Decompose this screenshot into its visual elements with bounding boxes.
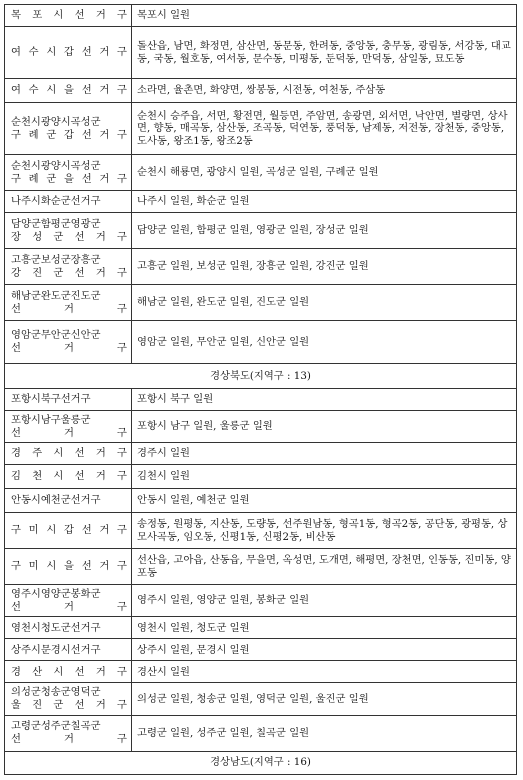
district-name-cell [5, 549, 132, 585]
district-area: 고흥군 일원, 보성군 일원, 장흥군 일원, 강진군 일원 [137, 260, 369, 273]
district-name-cell [5, 213, 132, 249]
district-area-cell [132, 79, 517, 103]
district-name: 안동시예천군선거구 [11, 494, 101, 507]
district-area-cell [132, 155, 517, 191]
district-area-cell [132, 715, 517, 751]
district-name: 선 거 구 [11, 733, 127, 746]
district-name-cell [5, 617, 132, 639]
district-name: 순천시광양시곡성군 [11, 159, 101, 172]
district-name-cell [5, 321, 132, 364]
table-row [5, 285, 517, 321]
district-name: 구 례 군 을 선 거 구 [11, 172, 127, 185]
district-name-cell [5, 103, 132, 155]
table-row [5, 389, 517, 411]
district-name: 선 거 구 [11, 302, 127, 315]
district-name: 해남군완도군진도군 [11, 289, 101, 302]
district-area: 영암군 일원, 무안군 일원, 신안군 일원 [137, 335, 310, 348]
district-name: 상주시문경시선거구 [11, 643, 101, 656]
district-name-cell [5, 639, 132, 661]
table-row [5, 411, 517, 443]
district-name: 울 진 군 선 거 구 [11, 698, 127, 711]
district-area-cell [132, 489, 517, 513]
district-name: 여 수 시 을 선 거 구 [11, 84, 127, 97]
district-area-cell [132, 411, 517, 443]
table-row [5, 249, 517, 285]
table-row [5, 321, 517, 364]
district-name: 경 산 시 선 거 구 [11, 665, 127, 678]
district-area-cell [132, 465, 517, 489]
district-name: 선 거 구 [11, 342, 127, 354]
district-area-cell [132, 585, 517, 617]
table-row [5, 79, 517, 103]
district-area: 경산시 일원 [137, 665, 191, 678]
table-row [5, 715, 517, 751]
section-header-row [5, 751, 517, 774]
table-row [5, 617, 517, 639]
table-row [5, 155, 517, 191]
district-area-cell [132, 639, 517, 661]
section-header-row [5, 364, 517, 389]
district-area: 선산읍, 고아읍, 산동읍, 무을면, 옥성면, 도개면, 해평면, 장천면, 인동동, 진미동, 양포동 [137, 554, 511, 579]
district-area-cell [132, 617, 517, 639]
district-area: 순천시 해룡면, 광양시 일원, 곡성군 일원, 구례군 일원 [137, 166, 379, 179]
district-name: 장 성 군 선 거 구 [11, 230, 127, 243]
district-area-cell [132, 389, 517, 411]
district-name-cell [5, 443, 132, 465]
district-area: 목포시 일원 [137, 9, 191, 22]
table-row [5, 103, 517, 155]
table-row [5, 639, 517, 661]
district-area-cell [132, 27, 517, 79]
district-name: 영주시영양군봉화군 [11, 588, 101, 601]
table-row [5, 213, 517, 249]
district-name: 선 거 구 [11, 426, 127, 439]
district-name: 고령군성주군칠곡군 [11, 720, 101, 733]
district-name-cell [5, 661, 132, 683]
district-area: 고령군 일원, 성주군 일원, 칠곡군 일원 [137, 726, 310, 739]
district-area: 안동시 일원, 예천군 일원 [137, 494, 250, 507]
district-area: 송정동, 원평동, 지산동, 도량동, 선주원남동, 형곡1동, 형곡2동, 공단동, 광평동, 상모사곡동, 임오동, 신평1동, 신평2동, 비산동 [137, 518, 508, 543]
district-name-cell [5, 389, 132, 411]
district-name: 영암군무안군신안군 [11, 329, 101, 342]
district-name: 구 례 군 갑 선 거 구 [11, 128, 127, 141]
table-row [5, 585, 517, 617]
district-area-cell [132, 191, 517, 213]
table-row [5, 513, 517, 549]
district-area-cell [132, 249, 517, 285]
district-name: 여 수 시 갑 선 거 구 [11, 46, 127, 59]
table-row [5, 5, 517, 27]
district-name: 고흥군보성군장흥군 [11, 253, 101, 266]
district-area-cell [132, 213, 517, 249]
district-name: 구 미 시 을 선 거 구 [11, 560, 127, 573]
district-name-cell [5, 249, 132, 285]
district-name: 영천시청도군선거구 [11, 621, 101, 634]
district-name: 포항시남구울릉군 [11, 414, 91, 426]
district-name: 구 미 시 갑 선 거 구 [11, 524, 127, 537]
section-header: 경상남도(지역구 : 16) [5, 751, 517, 774]
district-name-cell [5, 715, 132, 751]
district-area-cell [132, 285, 517, 321]
district-area-cell [132, 5, 517, 27]
district-name: 담양군함평군영광군 [11, 217, 101, 230]
district-name: 순천시광양시곡성군 [11, 115, 101, 128]
district-name-cell [5, 27, 132, 79]
district-name-cell [5, 411, 132, 443]
district-area: 해남군 일원, 완도군 일원, 진도군 일원 [137, 296, 310, 309]
district-name-cell [5, 79, 132, 103]
district-area: 순천시 승주읍, 서면, 황전면, 월등면, 주암면, 송광면, 외서면, 낙안면, 별량면, 상사면, 향동, 매곡동, 삼산동, 조곡동, 덕연동, 풍덕동, 남제동, 저전동, 장천동, 중앙동, 도사동, 왕조1동, 왕조2동 [137, 109, 508, 147]
district-name-cell [5, 585, 132, 617]
district-name: 선 거 구 [11, 600, 127, 613]
district-name: 의성군청송군영덕군 [11, 686, 101, 699]
district-area: 경주시 일원 [137, 447, 191, 460]
district-name: 강 진 군 선 거 구 [11, 266, 127, 279]
district-name: 김 천 시 선 거 구 [11, 470, 127, 483]
district-name-cell [5, 5, 132, 27]
district-area-cell [132, 683, 517, 715]
district-name-cell [5, 285, 132, 321]
district-name: 나주시화순군선거구 [11, 195, 101, 208]
section-header: 경상북도(지역구 : 13) [5, 364, 517, 389]
district-name-cell [5, 155, 132, 191]
district-area: 나주시 일원, 화순군 일원 [137, 195, 250, 208]
district-area-cell [132, 661, 517, 683]
district-name-cell [5, 513, 132, 549]
district-area: 의성군 일원, 청송군 일원, 영덕군 일원, 울진군 일원 [137, 692, 369, 705]
district-name-cell [5, 489, 132, 513]
district-name-cell [5, 465, 132, 489]
table-row [5, 549, 517, 585]
district-area: 포항시 남구 일원, 울릉군 일원 [137, 420, 273, 433]
table-row [5, 191, 517, 213]
district-document [4, 4, 517, 775]
table-row [5, 465, 517, 489]
district-name: 경 주 시 선 거 구 [11, 447, 127, 460]
district-area: 상주시 일원, 문경시 일원 [137, 643, 250, 656]
district-area: 소라면, 율촌면, 화양면, 쌍봉동, 시전동, 여천동, 주삼동 [137, 84, 386, 97]
table-row [5, 443, 517, 465]
district-name-cell [5, 191, 132, 213]
district-name: 목 포 시 선 거 구 [11, 9, 127, 22]
district-area: 담양군 일원, 함평군 일원, 영광군 일원, 장성군 일원 [137, 224, 369, 237]
table-row [5, 683, 517, 715]
table-row [5, 27, 517, 79]
district-area-cell [132, 103, 517, 155]
district-area-cell [132, 549, 517, 585]
district-area: 돌산읍, 남면, 화정면, 삼산면, 동문동, 한려동, 중앙동, 충무동, 광림동, 서강동, 대교동, 국동, 월호동, 여서동, 문수동, 미평동, 둔덕동, 만덕동, 삼일동, 묘도동 [137, 39, 511, 65]
district-table [4, 4, 517, 775]
district-area: 영주시 일원, 영양군 일원, 봉화군 일원 [137, 594, 310, 607]
district-area-cell [132, 443, 517, 465]
district-area: 김천시 일원 [137, 470, 191, 483]
table-row [5, 661, 517, 683]
district-area: 영천시 일원, 청도군 일원 [137, 621, 250, 634]
district-area: 포항시 북구 일원 [137, 393, 214, 406]
table-row [5, 489, 517, 513]
district-area-cell [132, 513, 517, 549]
district-area-cell [132, 321, 517, 364]
district-name: 포항시북구선거구 [11, 393, 91, 406]
district-name-cell [5, 683, 132, 715]
